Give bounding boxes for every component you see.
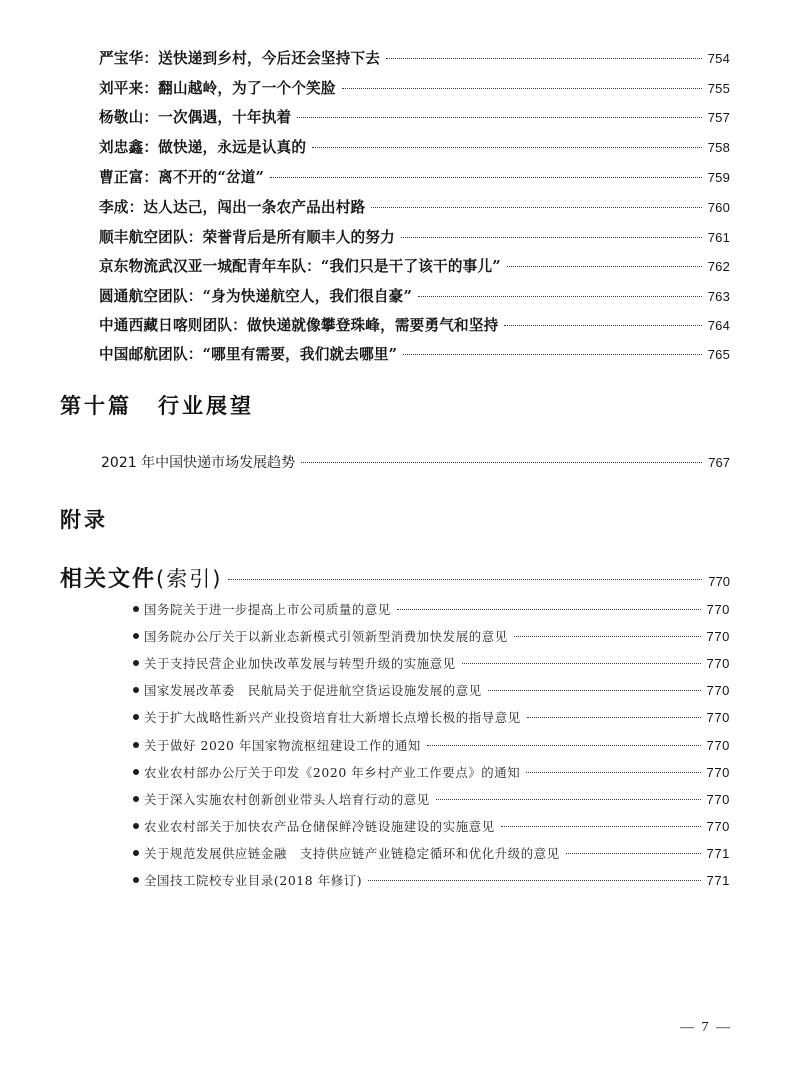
document-title: 关于支持民营企业加快改革发展与转型升级的实施意见 bbox=[144, 656, 456, 671]
toc-entry bbox=[99, 285, 730, 306]
document-item bbox=[133, 708, 730, 726]
entry-page: 770 bbox=[708, 574, 730, 589]
entry-title: 顺丰航空团队：荣誉背后是所有顺丰人的努力 bbox=[99, 229, 395, 246]
bullet-icon bbox=[133, 877, 139, 883]
leader-dots bbox=[436, 798, 701, 800]
document-item bbox=[133, 654, 730, 672]
document-item bbox=[133, 681, 730, 699]
leader-dots bbox=[526, 771, 700, 773]
toc-entry bbox=[99, 226, 730, 247]
document-page: 771 bbox=[706, 873, 730, 888]
document-page: 770 bbox=[706, 765, 730, 780]
bullet-icon bbox=[133, 660, 139, 666]
document-page: 770 bbox=[706, 819, 730, 834]
document-page: 770 bbox=[706, 792, 730, 807]
toc-entry bbox=[99, 106, 730, 127]
entry-page: 754 bbox=[707, 51, 730, 66]
toc-entry bbox=[99, 47, 730, 68]
leader-dots bbox=[527, 716, 701, 718]
entry-page: 760 bbox=[707, 200, 730, 215]
toc-entry bbox=[99, 166, 730, 187]
page-number: — 7 — bbox=[680, 1020, 732, 1035]
document-item bbox=[133, 600, 730, 618]
leader-dots bbox=[427, 744, 701, 746]
document-title: 关于规范发展供应链金融 支持供应链产业链稳定循环和优化升级的意见 bbox=[144, 846, 560, 861]
bullet-icon bbox=[133, 796, 139, 802]
entry-title: 杨敬山：一次偶遇，十年执着 bbox=[99, 109, 292, 126]
entry-title: 曹正富：离不开的“岔道” bbox=[99, 169, 265, 186]
document-title: 农业农村部办公厅关于印发《2020 年乡村产业工作要点》的通知 bbox=[144, 765, 521, 780]
entry-title: 2021 年中国快递市场发展趋势 bbox=[101, 455, 296, 471]
leader-dots bbox=[270, 176, 702, 178]
documents-heading bbox=[60, 562, 730, 593]
bullet-icon bbox=[133, 823, 139, 829]
document-page: 770 bbox=[706, 602, 730, 617]
leader-dots bbox=[566, 852, 701, 854]
entry-page: 763 bbox=[707, 289, 730, 304]
entry-title: 严宝华：送快递到乡村，今后还会坚持下去 bbox=[99, 50, 381, 67]
toc-entry bbox=[99, 136, 730, 157]
toc-entry bbox=[99, 255, 730, 276]
document-item bbox=[133, 790, 730, 808]
document-title: 关于扩大战略性新兴产业投资培育壮大新增长点增长极的指导意见 bbox=[144, 710, 521, 725]
entry-page: 767 bbox=[708, 455, 730, 470]
leader-dots bbox=[401, 236, 702, 238]
document-page: 770 bbox=[706, 683, 730, 698]
bullet-icon bbox=[133, 606, 139, 612]
document-title: 关于深入实施农村创新创业带头人培育行动的意见 bbox=[144, 792, 430, 807]
leader-dots bbox=[368, 879, 700, 881]
entry-title: 京东物流武汉亚一城配青年车队：“我们只是干了该干的事儿” bbox=[99, 258, 501, 275]
document-item bbox=[133, 736, 730, 754]
chapter-title: 行业展望 bbox=[158, 394, 254, 418]
chapter-number: 第十篇 bbox=[60, 394, 132, 418]
document-item bbox=[133, 844, 730, 862]
toc-entry bbox=[101, 452, 730, 472]
document-item bbox=[133, 763, 730, 781]
bullet-icon bbox=[133, 714, 139, 720]
toc-entry bbox=[99, 196, 730, 217]
chapter-heading bbox=[60, 390, 254, 420]
bullet-icon bbox=[133, 769, 139, 775]
document-title: 国务院关于进一步提高上市公司质量的意见 bbox=[144, 602, 391, 617]
leader-dots bbox=[301, 461, 702, 463]
leader-dots bbox=[312, 146, 702, 148]
entry-page: 761 bbox=[707, 230, 730, 245]
document-title: 农业农村部关于加快农产品仓储保鲜冷链设施建设的实施意见 bbox=[144, 819, 495, 834]
leader-dots bbox=[228, 578, 702, 580]
entry-page: 765 bbox=[707, 347, 730, 362]
document-item bbox=[133, 817, 730, 835]
bullet-icon bbox=[133, 742, 139, 748]
leader-dots bbox=[403, 353, 701, 355]
leader-dots bbox=[462, 662, 701, 664]
document-title: 关于做好 2020 年国家物流枢纽建设工作的通知 bbox=[144, 738, 421, 753]
entry-title: 刘忠鑫：做快递，永远是认真的 bbox=[99, 139, 307, 156]
leader-dots bbox=[418, 295, 702, 297]
toc-entry bbox=[99, 314, 730, 335]
entry-page: 764 bbox=[707, 318, 730, 333]
entry-page: 759 bbox=[707, 170, 730, 185]
documents-title: 相关文件 bbox=[60, 567, 157, 592]
toc-entry bbox=[99, 77, 730, 98]
leader-dots bbox=[514, 635, 701, 637]
document-page: 770 bbox=[706, 738, 730, 753]
entry-page: 758 bbox=[707, 140, 730, 155]
entry-title: 李成：达人达己，闯出一条农产品出村路 bbox=[99, 199, 366, 216]
leader-dots bbox=[297, 116, 701, 118]
bullet-icon bbox=[133, 687, 139, 693]
bullet-icon bbox=[133, 633, 139, 639]
documents-note: (索引) bbox=[156, 567, 223, 591]
leader-dots bbox=[397, 608, 701, 610]
toc-entry bbox=[99, 343, 730, 364]
document-item bbox=[133, 627, 730, 645]
documents-heading-text bbox=[60, 562, 222, 593]
entry-title: 圆通航空团队：“身为快递航空人，我们很自豪” bbox=[99, 288, 413, 305]
entry-title: 中国邮航团队：“哪里有需要，我们就去哪里” bbox=[99, 346, 398, 363]
leader-dots bbox=[504, 324, 701, 326]
document-title: 国务院办公厅关于以新业态新模式引领新型消费加快发展的意见 bbox=[144, 629, 508, 644]
document-page: 770 bbox=[706, 629, 730, 644]
leader-dots bbox=[386, 57, 702, 59]
document-page: 771 bbox=[706, 846, 730, 861]
entry-title: 中通西藏日喀则团队：做快递就像攀登珠峰，需要勇气和坚持 bbox=[99, 317, 499, 334]
entry-page: 757 bbox=[707, 110, 730, 125]
leader-dots bbox=[371, 206, 701, 208]
entry-page: 755 bbox=[707, 81, 730, 96]
entry-title: 刘平来：翻山越岭，为了一个个笑脸 bbox=[99, 80, 336, 97]
leader-dots bbox=[342, 87, 702, 89]
document-page: 770 bbox=[706, 656, 730, 671]
document-item bbox=[133, 871, 730, 889]
document-title: 国家发展改革委 民航局关于促进航空货运设施发展的意见 bbox=[144, 683, 482, 698]
document-page: 770 bbox=[706, 710, 730, 725]
bullet-icon bbox=[133, 850, 139, 856]
leader-dots bbox=[501, 825, 701, 827]
leader-dots bbox=[488, 689, 701, 691]
document-title: 全国技工院校专业目录(2018 年修订) bbox=[144, 873, 363, 888]
entry-page: 762 bbox=[707, 259, 730, 274]
appendix-heading: 附录 bbox=[60, 508, 108, 532]
leader-dots bbox=[507, 265, 702, 267]
